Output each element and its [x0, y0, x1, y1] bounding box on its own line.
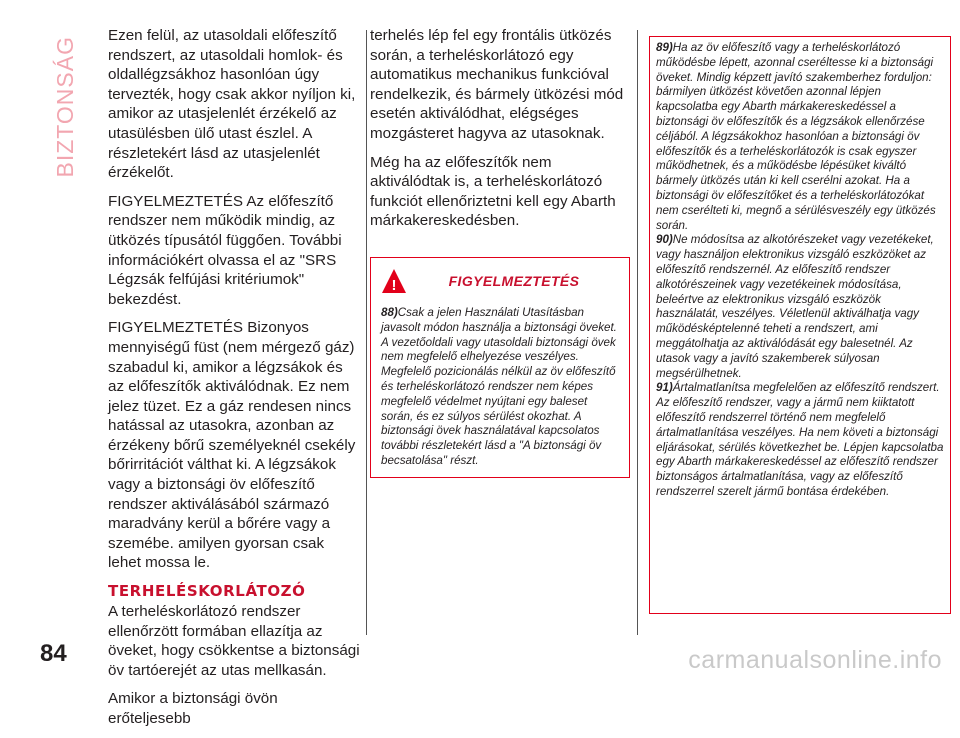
column-divider — [637, 30, 638, 635]
svg-text:!: ! — [391, 276, 397, 294]
warning-box — [370, 257, 630, 478]
note-text: Ha az öv előfeszítő vagy a terheléskorlátozó működésbe lépett, azonnal cseréltesse ki a biztonsági öveket. Mindig képzett javító szakemberhez forduljon: bármilyen ütközést követően azonnal lépjen kapcsolatba egy Abarth márkakereskedéssel a biztonsági öv előfeszítők és a légzsákok ellenőrzése céljából. A légzsákokhoz hasonlóan a biztonsági öv előfeszítők és a terheléskorlátozók is csak egyszer működhetnek, és a működésbe lépésüket kiváltó bármely ütközés után ki kell cserélni azokat. Ha a biztonsági öv előfeszítőket és a terheléskorlátozókat nem cserélteti ki, megnő a sérülésveszély egy ütközés során. — [656, 41, 936, 232]
note-number: 89) — [656, 41, 673, 54]
note-text: Ártalmatlanítsa megfelelően az előfeszítő rendszert. Az előfeszítő rendszer, vagy a jármű nem kiiktatott előfeszítő rendszerrel történő nem megfelelő ártalmatlanítása veszélyes. Ha nem követi a biztonsági eljárásokat, sérülés következhet be. Lépjen kapcsolatba egy Abarth márkakereskedéssel az előfeszítő rendszer biztonságos ártalmatlanítása, vagy az előfeszítő rendszerrel szerelt jármű bontása érdekében. — [656, 381, 944, 498]
warning-icon — [381, 268, 407, 294]
note-text: Ne módosítsa az alkotórészeket vagy vezetékeket, vagy használjon elektronikus vizsgáló eszközöket az előfeszítő rendszernél. Az előfeszítő rendszer alkotórészeinek vagy vezetékeinek módosítása, beleértve az elektronikus vizsgáló eszközök használatát, veszélyes. Véletlenül aktiválhatja vagy működésképtelenné teheti a rendszert, ami meggátolhatja az aktiválódását egy balesetnél. Az utasok vagy a javító szakemberek súlyosan megsérülhetnek. — [656, 233, 934, 380]
warning-note — [656, 233, 944, 381]
warning-body — [371, 306, 629, 477]
note-number: 90) — [656, 233, 673, 247]
paragraph: terhelés lép fel egy frontális ütközés során, a terheléskorlátozó egy automatikus mechanikus funkcióval rendelkezik, és bármely ütközési mód esetén aktiválódhat, elégséges mozgásteret hagyva az utasoknak. — [370, 27, 624, 142]
paragraph: Amikor a biztonsági övön erőteljesebb — [108, 690, 278, 727]
warning-note — [381, 306, 621, 469]
paragraph: Még ha az előfeszítők nem aktiválódtak is, a terheléskorlátozó funkciót ellenőriztetni kell egy Abarth márkakereskedésben. — [370, 153, 616, 230]
note-number: 88) — [381, 305, 398, 319]
warning-note — [656, 41, 944, 233]
paragraph: Ezen felül, az utasoldali előfeszítő rendszert, az utasoldali homlok- és oldallégzsákhoz hasonlóan úgy tervezték, hogy csak akkor nyíljon ki, amikor az utasjelenlét érzékelő az utasülésben ülő utast észlel. A részletekért lásd az utasjelenlét érzékelőt. — [108, 27, 356, 182]
section-heading: TERHELÉSKORLÁTOZÓ — [108, 582, 306, 601]
column-middle — [370, 26, 630, 478]
warning-title: FIGYELMEZTETÉS — [448, 272, 580, 289]
note-text: Csak a jelen Használati Utasításban javasolt módon használja a biztonsági öveket. A vezetőoldali vagy utasoldali biztonsági övek nem megfelelő elhelyezése veszélyes. Megfelelő pozicionálás nélkül az öv előfeszítő és terheléskorlátozó rendszer nem képes megfelelő védelmet nyújtani egy baleset során, és ez súlyos sérülést okozhat. A biztonsági övek használatával kapcsolatos további részletekért lásd a "A biztonsági öv becsatolása" részt. — [381, 305, 617, 467]
section-title: BIZTONSÁG — [52, 36, 78, 178]
page-number: 84 — [40, 640, 67, 667]
column-divider — [366, 30, 367, 635]
paragraph: FIGYELMEZTETÉS Az előfeszítő rendszer nem működik mindig, az ütközés típusától függően. További információkért olvassa el az "SRS Légzsák felfújási kritériumok" bekezdést. — [108, 192, 342, 308]
watermark: carmanualsonline.info — [688, 646, 942, 674]
note-number: 91) — [656, 381, 673, 395]
warning-header — [371, 258, 629, 306]
warning-note — [656, 381, 944, 499]
paragraph: A terheléskorlátozó rendszer ellenőrzött formában ellazítja az öveket, hogy csökkentse a biztonsági öv tartóerejét az utas mellkasán. — [108, 603, 360, 679]
column-left — [108, 26, 360, 738]
notes-box — [649, 36, 951, 614]
paragraph: FIGYELMEZTETÉS Bizonyos mennyiségű füst (nem mérgező gáz) szabadul ki, amikor a légzsákok és az előfeszítők aktiválódnak. Ez nem jelez tüzet. Ez a gáz rendesen nincs hatással az utasokra, azonban az érzékeny bőrű személyeknél csekély bőrirritációt válthat ki. A légzsákok vagy a biztonsági öv előfeszítő rendszer aktiválásából származó maradvány kerül a bőrére vagy a szemébe. amilyen gyorsan csak lehet mossa le. — [108, 319, 356, 572]
